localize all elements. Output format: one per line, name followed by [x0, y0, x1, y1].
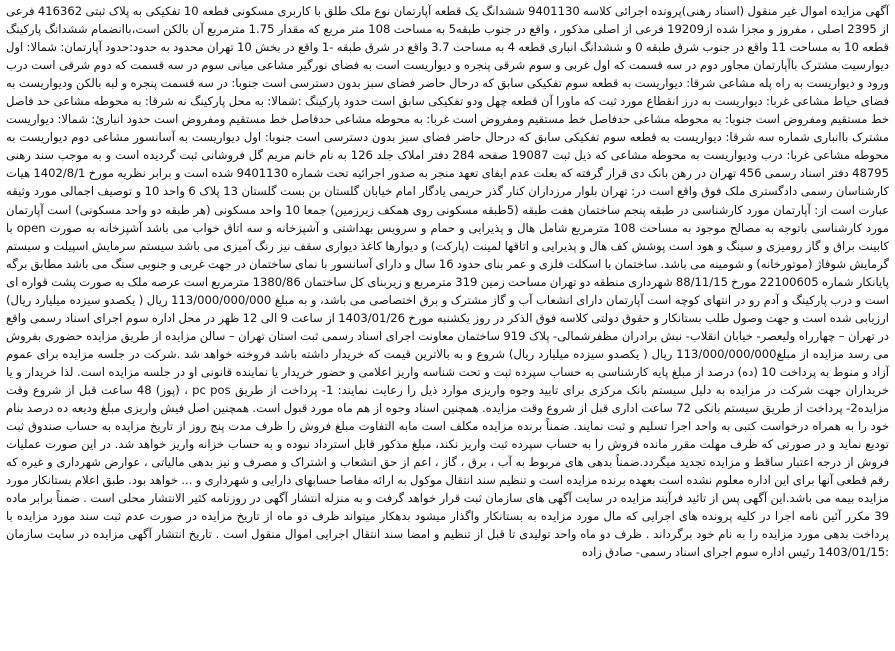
- auction-notice-text: آگهی مزایده اموال غیر منقول (اسناد رهنی)پرونده اجرائی کلاسه 9401130 ششدانگ یک قطعه آپارتمان نوع ملک طلق با کاربری مسکونی قطعه 10 تفکیکی به پلاک ثبتی 416362 فرعی از 2395 اصلی ، مفروز و مجزا شده از19209 فرعی از اصلی مذکور ، واقع در جنوب طبقه5 به مساحت 108 متر مربع که مقدار 1.75 مترمربع آن بالکن است،باانضمام ششدانگ پارکینگ قطعه 10 به مساحت 11 واقع در جنوب شرق طبقه 0 و ششدانگ انباری قطعه 4 به مساحت 3.7 واقع در شرق طبقه -1 واقع در بخش 10 تهران محدود به حدود:حدود آپارتمان: شمالا: اول دیوارسیت مشترک باآپارتمان مجاور دوم در سه قسمت که اول غربی و سوم شرقی پنجره و دیواریست است به فضای نورگیر مشاعی میانی سوم در سه قسمت که دوم شرقی است درب ورود و دیواریست به راه پله مشاعی شرقا: دیواریست به قطعه سوم تفکیکی سابق که درحال حاضر فضای سبز بدون دسترسی است جنوبا: در سه قسمت پنجره و لبه بالکن ودیواریست به فضای حیاط مشاعی غربا: دیواریست به درز انقطاع مورد ثبت که ماورا آن قطعه چهل ودو تفکیکی سابق است حدود پارکینگ :شمالا: به محل پارکینگ نه شرقا: به محوطه مشاعی حد فاصل خط مستقیم ومفروض است جنوبا: به محوطه مشاعی حدفاصل خط مستقیم ومفروض است غربا: به محوطه مشاعی حدفاصل خط مستقیم ومفروض است حدود انبارئ: شمالا: دیواریست مشترک باانباری شماره سه شرقا: دیواریست به قطعه سوم تفکیکی سابق که درحال حاضر فضای سبز بدون دسترسی است جنوبا: اول دیواریست به آسانسور مشاعی دوم دیواریست به محوطه مشاعی غربا: درب ودیواریست به محوطه مشاعی که ذیل ثبت 19087 صفحه 284 دفتر املاک جلد 126 به نام خانم مریم گل فروشانی ثبت گردیده است و به موجب سند رهنی 48795 دفتر اسناد رسمی 456 تهران در رهن بانک دی قرار گرفته که بعلت عدم ایفای تعهد منجر به صدور اجرائیه تحت شماره 9401130 شده است و برابر نظریه مورخ 1402/8/1 هیات کارشناسان رسمی دادگستری ملک فوق واقع است در: تهران بلوار مرزداران کنار گذر حریمی یادگار امام خیابان گلستان بن بست گلستان 13 پلاک 6 واحد 10 و توصیف اجمالی مورد وثیقه عبارت است از: آپارتمان مورد کارشناسی در طبقه پنجم ساختمان هفت طبقه (5طبقه مسکونی روی همکف زیرزمین) جمعا 10 واحد مسکونی (هر طبقه دو واحد مسکونی) است آپارتمان مورد کارشناسی باتوجه به مصالح موجود به مساحت 108 مترمربع شامل هال و پذیرایی و حمام و سرویس بهداشتی و آشپزخانه و سه اتاق خواب می باشد آشپزخانه به صورت open با کابینت براق و گاز رومیزی و سینگ و هود است پوشش کف هال و پذیرایی و اتاقها لمینت (پارکت) و دیوارها کاغذ دیواری سقف نیز رنگ آمیزی می باشد سیستم سرمایش اسپیلت و سیستم گرمایش شوفاژ (موتورخانه) و شومینه می باشد. ساختمان با اسکلت فلزی و عمر بنای حدود 16 سال و دارای آسانسور با نمای ساختمان در جهت غربی و جنوبی سنگ می باشد مطابق برگه پایانکار شماره 22100605 مورخ 88/11/15 شهرداری منطقه دو تهران مساحت زمین 319 مترمربع و زیربنای کل ساختمان 1380/86 مترمربع است عرصه ملک به صورت پشت قواره ای است و درب پارکینگ و آدم رو در انتهای کوچه است آپارتمان دارای انشعاب آب و گاز مشترک و برق اختصاصی می باشد، و به مبلغ 113/000/000/000 ریال ( یکصدو سیزده میلیارد ریال) ارزیابی شده است و جهت وصول طلب بستانکار و حقوق دولتی کلاسه فوق الذکر در روز یکشنبه مورخ 1403/01/26 از ساعت 9 الی 12 ظهر در محل اداره سوم اجرای اسناد رسمی واقع در تهران – چهارراه ولیعصر- خیابان انقلاب- نبش برادران مظفرشمالی- پلاک 919 ساختمان معاونت اجرای اسناد رسمی ثبت استان تهران – سالن مزایده از طریق مزایده حضوری بفروش می رسد مزایده از مبلغ113/000/000/000 ریال ( یکصدو سیزده میلیارد ریال) شروع و به بالاترین قیمت که خریدار داشته باشد فروخته خواهد شد .شرکت در جلسه مزایده برای عموم آزاد و منوط به پرداخت 10 (ده) درصد از مبلغ پایه کارشناسی به حساب سپرده ثبت و تحت شناسه واریز اعلامی و حضور خریدار یا نماینده قانونی او در جلسه مزایده است. لذا خریدار و یا خریداران جهت شرکت در مزایده به دلیل سیستم بانک مرکزی برای تایید وجوه واریزی موارد ذیل را رعایت نمایند: 1- پرداخت از طریق pc pos ، (پوز) 48 ساعت قبل از شروع وقت مزایده2- پرداخت از طریق سیستم بانکی 72 ساعت اداری قبل از شروع وقت مزایده. همچنین اسناد وجوه از هم ماه مورد قبول است. همچنین اصل فیش واریزی مبلغ ودیعه ده درصد بنام خود را به همراه درخواست کتبی به واحد اجرا تسلیم و ثبت نمایند. ضمناً برنده مزایده مکلف است مابه التفاوت مبلغ فروش را ظرف مدت پنج روز از تاریخ مزایده به حساب صندوق ثبت تودیع نماید و در صورتی که ظرف مهلت مقرر مانده فروش را به حساب سپرده ثبت واریز نکند، مبلغ مذکور قابل استرداد نبوده و به حساب خزانه واریز خواهد شد. در این صورت عملیات فروش از درجه اعتبار ساقط و مزایده تجدید میگردد.ضمناً بدهی های مربوط به آب ، برق ، گاز ، اعم از حق انشعاب و اشتراک و مصرف و نیز بدهی مالیاتی ، عوارض شهرداری و غیره که رقم قطعی آنها برای این اداره معلوم نشده است بعهده برنده مزایده است و تنظیم سند انتقال موکول به ارائه مفاصا حسابهای دارایی و شهرداری و ... خواهد بود. طبق اعلام بستانکار مورد مزایده بیمه می باشد.این آگهی پس از تائید فرآیند مزایده در سایت آگهی های سازمان ثبت قرار خواهد گرفت و به منزله انتشار آگهی در روزنامه کثیر الانتشار محلی است . ضمناً برابر ماده 39 مکرر آئین نامه اجرا در کلیه پرونده های اجرایی که مال مورد مزایده به بستانکار واگذار میشود بدهکار میتواند ظرف دو ماه از تاریخ مزایده در صورت عدم ثبت سند مورد مزایده با پرداخت بدهی مورد مزایده را به نام خود برگرداند . ظرف دو ماه واحد تولیدی تا قبل از تنظیم و امضا سند انتقال اجرایی اموال منقول است . تاریخ انتشار آگهی مزایده در سایت سازمان :1403/01/15 رئیس اداره سوم اجرای اسناد رسمی- صادق زاده: [6, 4, 890, 560]
